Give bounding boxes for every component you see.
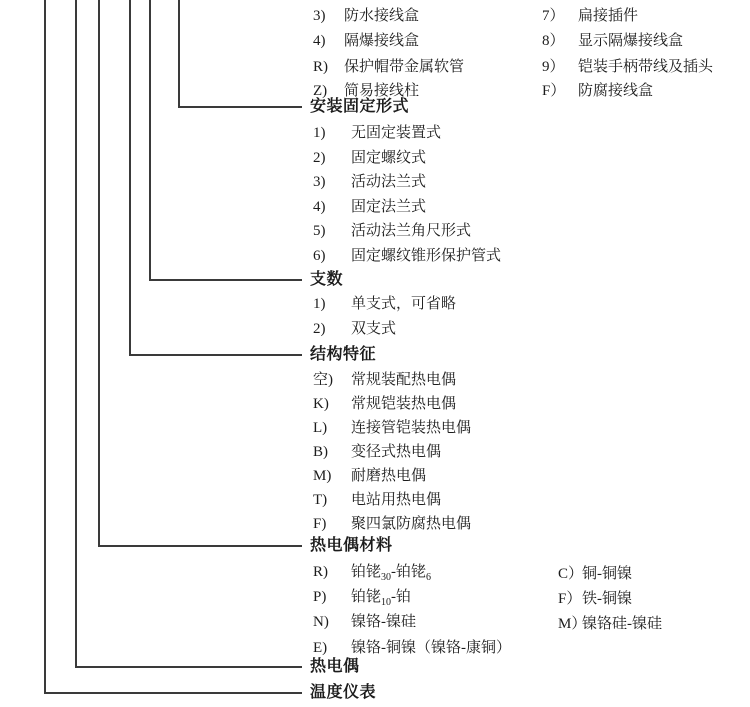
item-label: 无固定装置式 [351,125,442,141]
item-code: B) [313,444,328,460]
item-code: T) [313,492,328,508]
item-code: 3) [313,8,326,24]
branch-line-horizontal-thermocouple [75,666,302,668]
item-code: M） [558,616,587,632]
item-label: 变径式热电偶 [351,444,442,460]
item-code: F） [558,591,582,607]
item-label: 保护帽带金属软管 [344,59,465,75]
item-code: R) [313,564,328,580]
item-code: 3) [313,174,326,190]
item-label: 活动法兰式 [351,174,427,190]
item-code: E) [313,640,328,656]
item-label: 铂铑$_{30}$-铂铑$_6$ [351,564,432,583]
item-label: 耐磨热电偶 [351,468,427,484]
item-label: 单支式，可省略 [351,296,457,312]
item-label: 铂铑$_{10}$-铂 [351,589,412,608]
item-code: L) [313,420,328,436]
item-label: 电站用热电偶 [351,492,442,508]
item-label: 镍铬-铜镍（镍铬-康铜） [351,640,511,656]
item-label: 铜-铜镍 [582,566,632,582]
item-code: F) [313,516,327,532]
branch-line-horizontal-structure-feature [129,354,302,356]
item-code: 5) [313,223,326,239]
item-code: 1) [313,296,326,312]
item-code: 9） [542,59,565,75]
item-label: 常规装配热电偶 [351,372,457,388]
item-label: 固定螺纹式 [351,150,427,166]
item-code: C） [558,566,584,582]
item-code: 4) [313,33,326,49]
branch-line-horizontal-temperature-instrument [44,692,302,694]
item-label: 铁-铜镍 [582,591,632,607]
item-code: 空) [313,372,333,388]
item-code: M) [313,468,332,484]
item-label: 连接管铠装热电偶 [351,420,472,436]
item-code: 1) [313,125,326,141]
item-code: K) [313,396,329,412]
item-code: F） [542,83,566,99]
branch-line-vertical-thermocouple [75,0,77,668]
section-heading-temperature-instrument: 温度仪表 [310,684,377,701]
item-label: 常规铠装热电偶 [351,396,457,412]
section-heading-structure-feature: 结构特征 [310,346,377,363]
item-label: 聚四氯防腐热电偶 [351,516,472,532]
item-code: R) [313,59,328,75]
branch-line-horizontal-element-count [149,279,302,281]
item-label: 镍铬-镍硅 [351,614,416,630]
item-label: 镍铬硅-镍硅 [582,616,662,632]
section-heading-thermocouple: 热电偶 [310,658,360,675]
item-label: 简易接线柱 [344,83,420,99]
item-label: 防腐接线盒 [578,83,654,99]
section-heading-mounting-fixing-type: 安装固定形式 [310,98,410,115]
item-label: 防水接线盒 [344,8,420,24]
section-heading-thermocouple-material: 热电偶材料 [310,537,393,554]
item-label: 铠装手柄带线及插头 [578,59,714,75]
item-code: P) [313,589,327,605]
item-code: 2) [313,321,326,337]
branch-line-horizontal-thermocouple-material [98,545,302,547]
item-code: 7） [542,8,565,24]
item-label: 显示隔爆接线盒 [578,33,684,49]
item-code: 6) [313,248,326,264]
item-label: 活动法兰角尺形式 [351,223,472,239]
item-label: 双支式 [351,321,397,337]
item-code: Z) [313,83,328,99]
item-label: 固定法兰式 [351,199,427,215]
branch-line-vertical-structure-feature [129,0,131,356]
item-label: 隔爆接线盒 [344,33,420,49]
branch-line-vertical-temperature-instrument [44,0,46,694]
section-heading-element-count: 支数 [310,271,344,288]
item-code: N) [313,614,329,630]
item-code: 4) [313,199,326,215]
item-code: 2) [313,150,326,166]
branch-line-vertical-mounting-fixing-type [178,0,180,108]
item-label: 扁接插件 [578,8,639,24]
branch-line-vertical-element-count [149,0,151,281]
item-code: 8） [542,33,565,49]
item-label: 固定螺纹锥形保护管式 [351,248,502,264]
branch-line-horizontal-mounting-fixing-type [178,106,302,108]
branch-line-vertical-thermocouple-material [98,0,100,547]
